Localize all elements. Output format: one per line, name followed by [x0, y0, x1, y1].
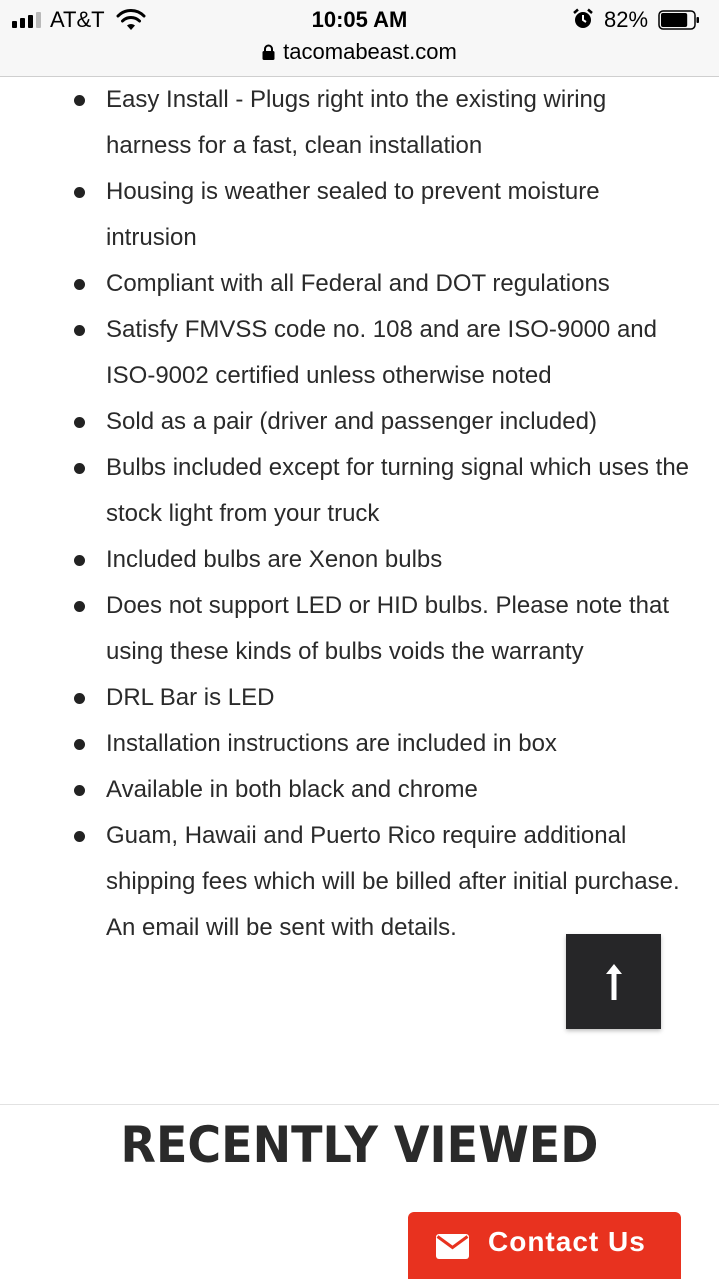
bullet-icon: [74, 601, 85, 612]
feature-list: [0, 77, 719, 951]
feature-item: [0, 169, 719, 261]
feature-item: [0, 813, 719, 951]
bullet-icon: [74, 739, 85, 750]
feature-text: Does not support LED or HID bulbs. Please note that using these kinds of bulbs voids the warranty: [106, 592, 669, 665]
feature-text: Available in both black and chrome: [106, 776, 478, 803]
status-bar: [0, 0, 719, 40]
bullet-icon: [74, 417, 85, 428]
feature-item: [0, 307, 719, 399]
bullet-icon: [74, 95, 85, 106]
contact-us-button[interactable]: [408, 1212, 681, 1279]
feature-item: [0, 445, 719, 537]
bullet-icon: [74, 831, 85, 842]
feature-text: Sold as a pair (driver and passenger included): [106, 408, 597, 435]
bullet-icon: [74, 279, 85, 290]
feature-item: [0, 261, 719, 307]
recently-viewed-heading: RECENTLY VIEWED: [120, 1116, 599, 1174]
feature-text: Housing is weather sealed to prevent moisture intrusion: [106, 178, 600, 251]
bullet-icon: [74, 785, 85, 796]
url-text: tacomabeast.com: [283, 39, 457, 64]
feature-item: [0, 767, 719, 813]
feature-text: Compliant with all Federal and DOT regulations: [106, 270, 610, 297]
scroll-to-top-button[interactable]: [566, 934, 661, 1029]
bullet-icon: [74, 693, 85, 704]
carrier-name: AT&T: [50, 7, 105, 32]
feature-item: [0, 583, 719, 675]
feature-text: Installation instructions are included in box: [106, 730, 557, 757]
bullet-icon: [74, 555, 85, 566]
clock-time: 10:05 AM: [311, 7, 408, 32]
feature-text: Satisfy FMVSS code no. 108 and are ISO-9000 and ISO-9002 certified unless otherwise noted: [106, 316, 657, 389]
section-divider: [0, 1104, 719, 1105]
battery-icon: [658, 10, 700, 30]
feature-item: [0, 537, 719, 583]
feature-item: [0, 399, 719, 445]
contact-us-label: Contact Us: [488, 1226, 646, 1257]
battery-percent: 82%: [604, 7, 649, 32]
lock-icon: [262, 44, 275, 60]
bullet-icon: [74, 463, 85, 474]
feature-text: Bulbs included except for turning signal which uses the stock light from your truck: [106, 454, 690, 527]
feature-text: Included bulbs are Xenon bulbs: [106, 546, 443, 573]
alarm-clock-icon: [572, 8, 594, 30]
arrow-up-icon: [604, 962, 624, 1002]
address-bar[interactable]: [0, 40, 719, 77]
envelope-icon: [436, 1234, 469, 1259]
feature-text: Guam, Hawaii and Puerto Rico require additional shipping fees which will be billed after initial purchase. An email will be sent with details.: [106, 822, 680, 941]
feature-item: [0, 77, 719, 169]
feature-text: DRL Bar is LED: [106, 684, 275, 711]
feature-text: Easy Install - Plugs right into the existing wiring harness for a fast, clean installation: [106, 86, 607, 159]
feature-item: [0, 675, 719, 721]
feature-item: [0, 721, 719, 767]
bullet-icon: [74, 325, 85, 336]
bullet-icon: [74, 187, 85, 198]
